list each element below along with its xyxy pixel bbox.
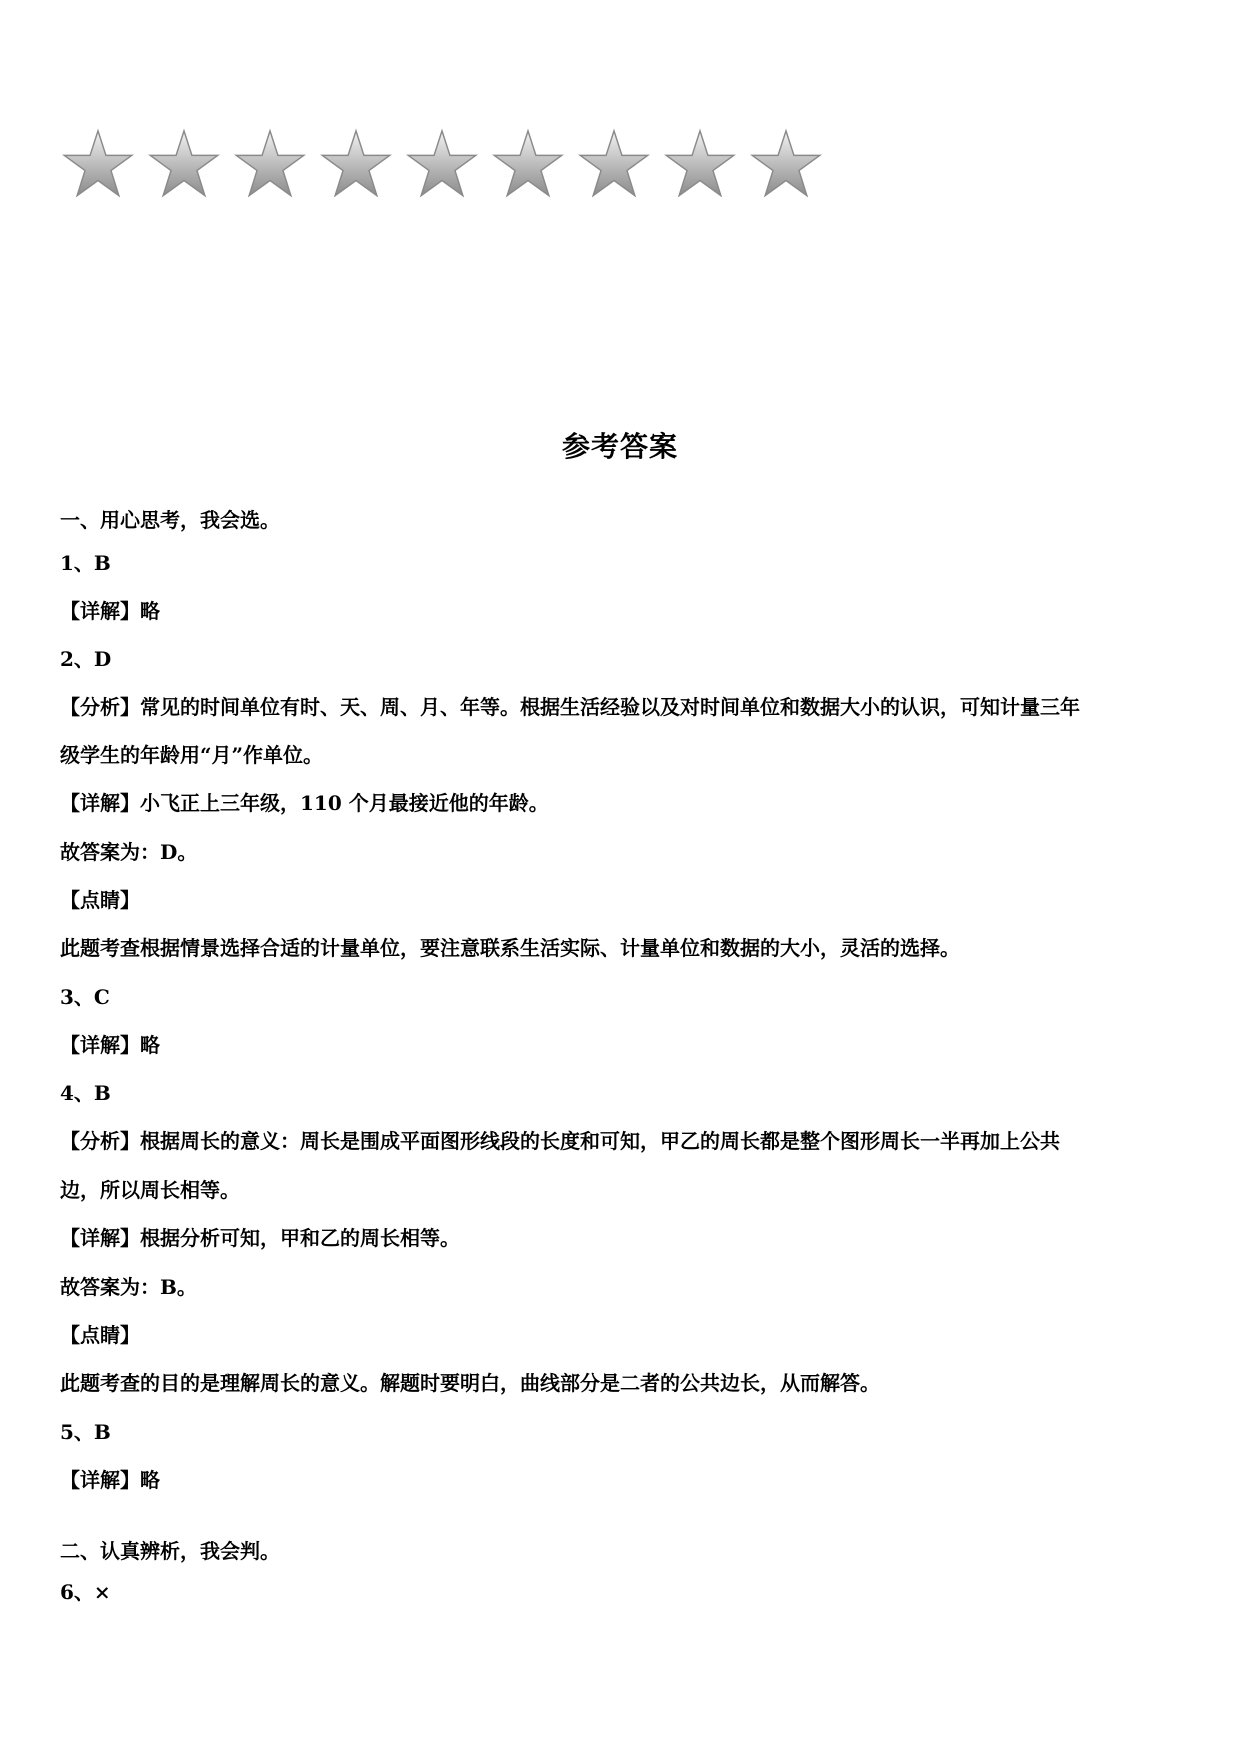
answer-2: 2、D — [60, 647, 112, 671]
section-heading-judge: 二、认真辨析，我会判。 — [60, 1539, 280, 1563]
conclusion-4: 故答案为：B。 — [60, 1275, 197, 1299]
section-heading-choice: 一、用心思考，我会选。 — [60, 508, 280, 532]
conclusion-2: 故答案为：D。 — [60, 840, 198, 864]
detail-1: 【详解】略 — [60, 599, 160, 623]
detail-2: 【详解】小飞正上三年级，110 个月最接近他的年龄。 — [60, 791, 549, 815]
detail-5: 【详解】略 — [60, 1468, 160, 1492]
star-icon — [234, 128, 306, 200]
star-icon — [148, 128, 220, 200]
detail-4: 【详解】根据分析可知，甲和乙的周长相等。 — [60, 1226, 460, 1250]
star-icon — [750, 128, 822, 200]
star-icon — [492, 128, 564, 200]
comment-4: 此题考查的目的是理解周长的意义。解题时要明白，曲线部分是二者的公共边长，从而解答。 — [60, 1371, 880, 1395]
answer-4: 4、B — [60, 1081, 111, 1105]
star-rating — [62, 128, 862, 202]
comment-heading-4: 【点睛】 — [60, 1323, 140, 1347]
answer-1: 1、B — [60, 551, 111, 575]
star-icon — [664, 128, 736, 200]
analysis-2: 【分析】常见的时间单位有时、天、周、月、年等。根据生活经验以及对时间单位和数据大小的认识，可知计量三年 — [60, 695, 1080, 719]
detail-3: 【详解】略 — [60, 1033, 160, 1057]
comment-heading-2: 【点睛】 — [60, 888, 140, 912]
answer-6: 6、× — [60, 1580, 111, 1604]
analysis-2-cont: 级学生的年龄用“月”作单位。 — [60, 743, 324, 767]
analysis-4-cont: 边，所以周长相等。 — [60, 1178, 240, 1202]
star-icon — [406, 128, 478, 200]
page-title: 参考答案 — [561, 430, 678, 463]
analysis-4: 【分析】根据周长的意义：周长是围成平面图形线段的长度和可知，甲乙的周长都是整个图形周长一半再加上公共 — [60, 1129, 1060, 1153]
star-icon — [320, 128, 392, 200]
star-icon — [62, 128, 134, 200]
star-icon — [578, 128, 650, 200]
comment-2: 此题考查根据情景选择合适的计量单位，要注意联系生活实际、计量单位和数据的大小，灵活的选择。 — [60, 936, 960, 960]
answer-5: 5、B — [60, 1420, 111, 1444]
answer-3: 3、C — [60, 985, 110, 1009]
